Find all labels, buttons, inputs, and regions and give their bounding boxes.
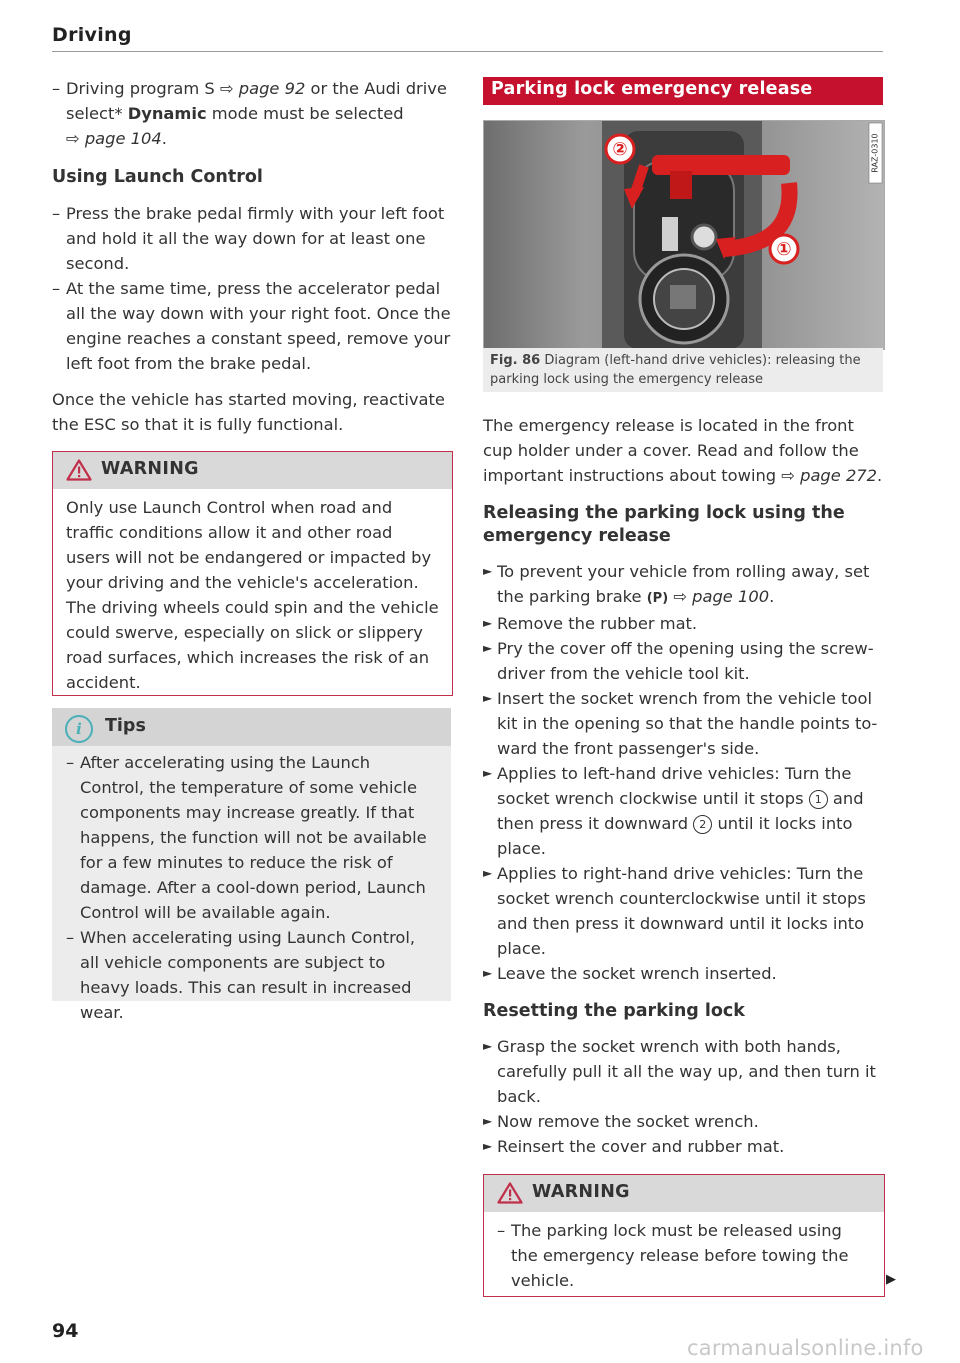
intro-paragraph-text: The emergency release is located in the front cup holder under a cover. Read and follow the important instructions about towing	[483, 416, 859, 485]
info-icon: i	[65, 715, 93, 743]
arrow-bullet-icon: ►	[483, 966, 493, 980]
intro-text-2b: mode must be selected	[206, 104, 404, 123]
figure-code: RAZ-0310	[870, 133, 880, 173]
launch-step-2-text: At the same time, press the accelerator pedal all the way down with your right foot. Once the engine reaches a constant speed, remove your left foot from the brake pedal.	[66, 279, 451, 373]
dash-bullet: –	[52, 279, 61, 298]
arrow-bullet-icon: ►	[483, 564, 493, 578]
reset-step-2-text: Now remove the socket wrench.	[497, 1112, 759, 1131]
release-step-7-text: Leave the socket wrench inserted.	[497, 964, 777, 983]
arrow-bullet-icon: ►	[483, 766, 493, 780]
section-title: Parking lock emergency release	[491, 79, 813, 99]
warning-text: Only use Launch Control when road and traffic conditions allow it and other road users will not be endangered or impacted by your driving and the vehicle's acceleration. The driving wheels could spin and the vehicle could swerve, especially on slick or slippery road surfaces, which increases the risk of an accident.	[66, 498, 439, 692]
dash-bullet: –	[497, 1221, 506, 1240]
figure-caption	[483, 348, 883, 392]
reset-step-1	[483, 1034, 883, 1109]
arrow-bullet-icon: ►	[483, 641, 493, 655]
tip-item-1	[66, 750, 437, 925]
tip-item-2	[66, 925, 437, 1025]
towing-warning-text: The parking lock must be released using the emergency release before towing the vehicle.	[511, 1221, 849, 1290]
warning-title: WARNING	[532, 1182, 630, 1202]
page-104-link[interactable]: ⇨ page 104	[66, 129, 162, 148]
dash-bullet: –	[52, 79, 61, 98]
warning-header	[484, 1175, 884, 1212]
towing-warning-item	[497, 1218, 871, 1293]
release-step-2-text: Remove the rubber mat.	[497, 614, 698, 633]
warning-triangle-icon	[66, 459, 92, 481]
towing-warning-body	[484, 1212, 884, 1301]
arrow-bullet-icon: ►	[483, 866, 493, 880]
warning-title: WARNING	[101, 459, 199, 479]
release-step-2	[483, 611, 883, 636]
release-step-7	[483, 961, 883, 986]
intro-paragraph-end: .	[877, 466, 883, 485]
heading-using-launch-control: Using Launch Control	[52, 167, 263, 187]
release-step-4-text: Insert the socket wrench from the vehicle tool kit in the opening so that the handle points toward the front passenger's side.	[497, 689, 878, 758]
arrow-bullet-icon: ►	[483, 1114, 493, 1128]
arrow-bullet-icon: ►	[483, 616, 493, 630]
intro-paragraph	[483, 413, 883, 488]
reset-step-3-text: Reinsert the cover and rubber mat.	[497, 1137, 785, 1156]
callout-1-badge: 1	[809, 790, 828, 809]
figure-caption-text: Diagram (left-hand drive vehicles): releasing the parking lock using the emergency release	[490, 353, 861, 387]
towing-warning-box	[483, 1174, 885, 1297]
figure-label-2: ②	[612, 139, 628, 160]
parking-lock-diagram	[484, 121, 884, 349]
tips-box	[52, 708, 451, 1022]
intro-text-end: .	[161, 129, 167, 148]
launch-step-1-text: Press the brake pedal firmly with your left foot and hold it all the way down for at least one second.	[66, 204, 445, 273]
page-header-title: Driving	[52, 24, 132, 46]
dash-bullet: –	[66, 753, 75, 772]
continue-arrow-icon: ▶	[886, 1272, 896, 1287]
page-272-link[interactable]: ⇨ page 272	[781, 466, 878, 485]
release-step-1	[483, 559, 883, 611]
callout-2-badge: 2	[693, 815, 712, 834]
figure-86-image	[483, 120, 885, 350]
tips-body	[52, 746, 451, 1031]
arrow-bullet-icon: ►	[483, 1139, 493, 1153]
parking-brake-symbol: (P)	[646, 591, 669, 606]
page-number: 94	[52, 1320, 79, 1342]
page-100-link[interactable]: ⇨ page 100	[673, 587, 770, 606]
release-step-3	[483, 636, 883, 686]
tips-title: Tips	[105, 716, 146, 736]
reset-step-3	[483, 1134, 883, 1159]
arrow-bullet-icon: ►	[483, 691, 493, 705]
launch-step-1	[52, 201, 452, 276]
release-step-5-text-a: Applies to left-hand drive vehicles: Turn the socket wrench clockwise until it stops	[497, 764, 852, 808]
page-92-link[interactable]: ⇨ page 92	[219, 79, 306, 98]
dash-bullet: –	[52, 204, 61, 223]
warning-header	[53, 452, 452, 489]
launch-step-2	[52, 276, 452, 376]
figure-caption-label: Fig. 86	[490, 353, 541, 368]
figure-label-1: ①	[776, 239, 792, 260]
release-step-3-text: Pry the cover off the opening using the screwdriver from the vehicle tool kit.	[497, 639, 874, 683]
tip-item-1-text: After accelerating using the Launch Control, the temperature of some vehicle components may increase greatly. If that happens, the function will not be available for a few minutes to reduce the risk of damage. After a cool-down period, Launch Control will be available again.	[80, 753, 427, 922]
release-step-5	[483, 761, 883, 861]
dash-bullet: –	[66, 928, 75, 947]
watermark: carmanualsonline.info	[687, 1336, 924, 1360]
intro-text-1a: Driving program S	[66, 79, 220, 98]
intro-dash-item	[52, 76, 452, 151]
release-step-1-end: .	[769, 587, 775, 606]
release-step-6	[483, 861, 883, 961]
release-step-6-text: Applies to right-hand drive vehicles: Turn the socket wrench counterclockwise until it stops and then press it downward until it locks into place.	[497, 864, 866, 958]
reset-step-1-text: Grasp the socket wrench with both hands, carefully pull it all the way up, and then turn it back.	[497, 1037, 876, 1106]
intro-text-1b: or the Audi drive	[305, 79, 447, 98]
section-banner	[483, 77, 883, 105]
after-moving-paragraph: Once the vehicle has started moving, reactivate the ESC so that it is fully functional.	[52, 390, 445, 434]
launch-warning-box	[52, 451, 453, 696]
release-step-1-text: To prevent your vehicle from rolling away, set the parking brake	[497, 562, 870, 606]
header-divider	[52, 51, 883, 52]
intro-text-2a: select*	[66, 104, 128, 123]
left-column	[52, 76, 452, 437]
warning-triangle-icon	[497, 1182, 523, 1204]
tips-header	[52, 708, 451, 746]
dynamic-mode-label: Dynamic	[127, 104, 207, 123]
reset-step-2	[483, 1109, 883, 1134]
tip-item-2-text: When accelerating using Launch Control, all vehicle components are subject to heavy loads. This can result in increased wear.	[80, 928, 416, 1022]
right-column	[483, 413, 883, 1159]
release-step-5-text-b: and then press it downward	[497, 789, 864, 833]
arrow-bullet-icon: ►	[483, 1039, 493, 1053]
release-step-5-text-c: until it locks into place.	[497, 814, 853, 858]
heading-releasing-parking-lock: Releasing the parking lock using the emergency release	[483, 503, 845, 546]
heading-resetting-parking-lock: Resetting the parking lock	[483, 1001, 745, 1021]
release-step-4	[483, 686, 883, 761]
